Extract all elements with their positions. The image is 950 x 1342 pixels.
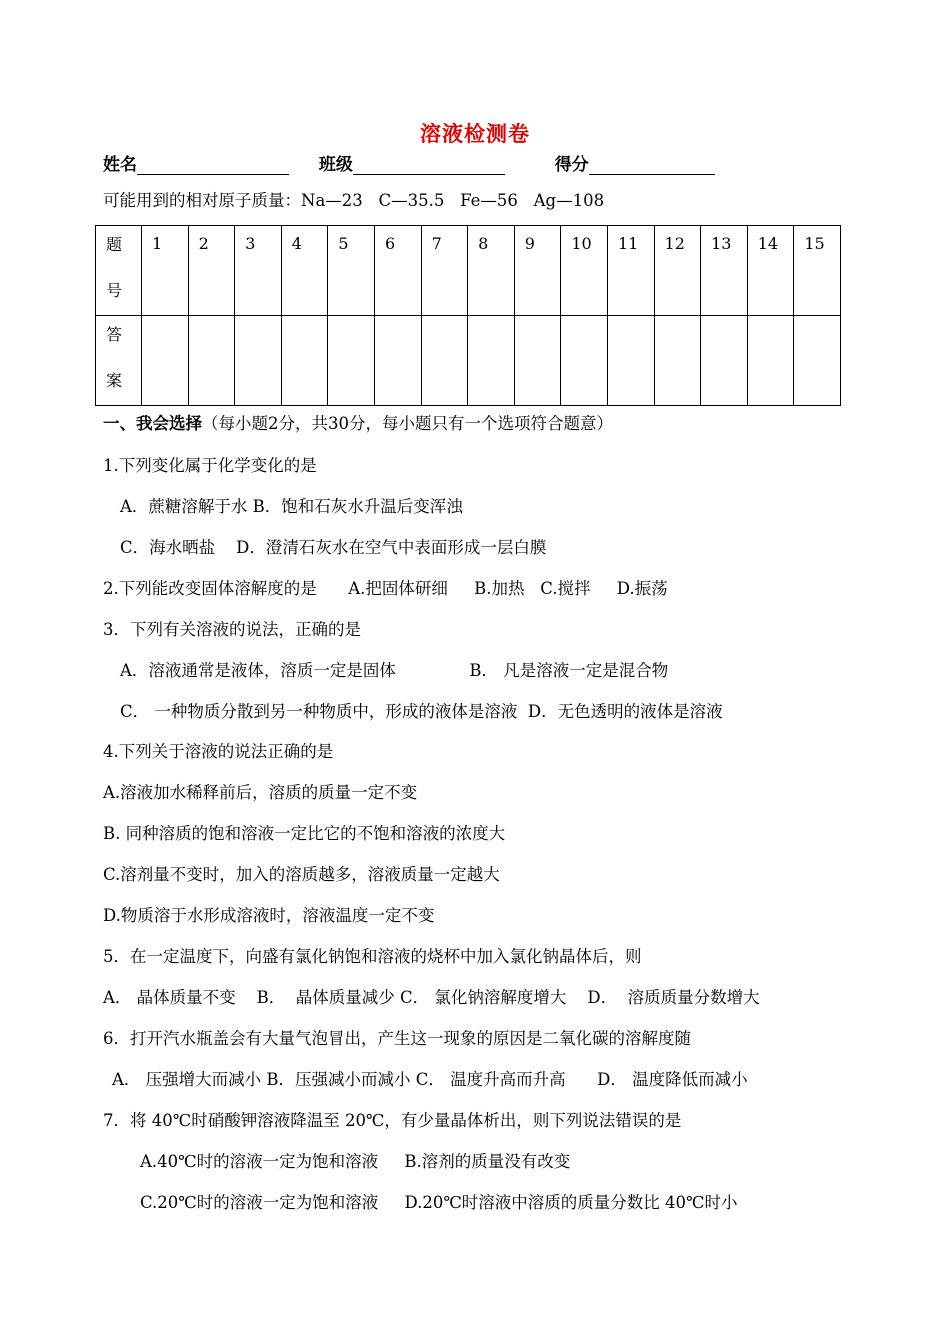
question-4-option-a: A.溶液加水稀释前后，溶质的质量一定不变 — [103, 783, 418, 802]
question-number-cell: 13 — [701, 226, 748, 316]
answer-cell[interactable] — [654, 316, 701, 406]
question-number-cell: 8 — [468, 226, 515, 316]
answer-cell[interactable] — [374, 316, 421, 406]
answer-cell[interactable] — [514, 316, 561, 406]
section1-heading: 一、我会选择 — [103, 414, 202, 433]
score-blank — [589, 156, 715, 175]
class-label: 班级 — [318, 155, 353, 175]
answer-cell[interactable] — [142, 316, 189, 406]
question-6: 6．打开汽水瓶盖会有大量气泡冒出，产生这一现象的原因是二氧化碳的溶解度随 — [103, 1029, 691, 1048]
question-1: 1.下列变化属于化学变化的是 — [103, 456, 317, 475]
answer-cell[interactable] — [747, 316, 794, 406]
name-blank — [137, 156, 289, 175]
question-4-option-c: C.溶剂量不变时，加入的溶质越多，溶液质量一定越大 — [103, 865, 500, 884]
question-4-option-d: D.物质溶于水形成溶液时，溶液温度一定不变 — [103, 906, 435, 925]
question-number-cell: 14 — [747, 226, 794, 316]
name-label: 姓名 — [103, 155, 137, 175]
answer-cell[interactable] — [794, 316, 841, 406]
question-number-cell: 10 — [561, 226, 608, 316]
student-info-row — [103, 150, 715, 175]
question-number-cell: 2 — [188, 226, 235, 316]
question-1-options-cd: C．海水晒盐 D．澄清石灰水在空气中表面形成一层白膜 — [120, 538, 547, 557]
section1-heading-row — [103, 414, 613, 434]
question-number-header-b: 号 — [106, 281, 123, 300]
question-number-cell: 1 — [142, 226, 189, 316]
atomic-mass-note: 可能用到的相对原子质量：Na—23 C—35.5 Fe—56 Ag—108 — [103, 191, 605, 210]
question-1-options-ab: A．蔗糖溶解于水 B．饱和石灰水升温后变浑浊 — [120, 497, 463, 516]
answer-cell[interactable] — [328, 316, 375, 406]
question-number-cell: 9 — [514, 226, 561, 316]
answer-cell[interactable] — [561, 316, 608, 406]
question-number-cell: 4 — [281, 226, 328, 316]
answer-header-b: 案 — [106, 371, 123, 390]
answer-cell[interactable] — [607, 316, 654, 406]
answer-table — [95, 225, 841, 406]
question-number-cell: 12 — [654, 226, 701, 316]
answer-header-a: 答 — [106, 325, 123, 344]
question-number-cell: 15 — [794, 226, 841, 316]
answer-cell[interactable] — [701, 316, 748, 406]
section1-note: （每小题2分，共30分，每小题只有一个选项符合题意） — [202, 414, 613, 433]
question-3: 3．下列有关溶液的说法，正确的是 — [103, 620, 361, 639]
exam-title: 溶液检测卷 — [420, 121, 530, 146]
question-5: 5．在一定温度下，向盛有氯化钠饱和溶液的烧杯中加入氯化钠晶体后，则 — [103, 947, 642, 966]
question-7-options-ab: A.40℃时的溶液一定为饱和溶液 B.溶剂的质量没有改变 — [140, 1152, 571, 1171]
class-blank — [353, 156, 505, 175]
answer-cell[interactable] — [468, 316, 515, 406]
question-number-cell: 5 — [328, 226, 375, 316]
answer-cell[interactable] — [281, 316, 328, 406]
question-number-cell: 3 — [235, 226, 282, 316]
question-3-options-ab: A．溶液通常是液体，溶质一定是固体 B． 凡是溶液一定是混合物 — [120, 661, 669, 680]
question-number-header — [96, 226, 142, 316]
question-2: 2.下列能改变固体溶解度的是 A.把固体研细 B.加热 C.搅拌 D.振荡 — [103, 579, 668, 598]
score-label: 得分 — [554, 155, 589, 175]
answer-header — [96, 316, 142, 406]
question-number-cell: 11 — [607, 226, 654, 316]
answer-row — [96, 316, 841, 406]
answer-cell[interactable] — [421, 316, 468, 406]
answer-cell[interactable] — [235, 316, 282, 406]
question-4-option-b: B. 同种溶质的饱和溶液一定比它的不饱和溶液的浓度大 — [103, 824, 506, 843]
question-6-options: A． 压强增大而减小 B．压强减小而减小 C． 温度升高而升高 D． 温度降低而减小 — [112, 1070, 748, 1089]
answer-cell[interactable] — [188, 316, 235, 406]
question-7: 7．将 40℃时硝酸钾溶液降温至 20℃，有少量晶体析出，则下列说法错误的是 — [103, 1111, 682, 1130]
question-number-row — [96, 226, 841, 316]
question-3-options-cd: C． 一种物质分散到另一种物质中，形成的液体是溶液 D．无色透明的液体是溶液 — [120, 702, 723, 721]
question-number-header-a: 题 — [106, 235, 123, 254]
question-5-options: A． 晶体质量不变 B． 晶体质量减少 C． 氯化钠溶解度增大 D． 溶质质量分数增大 — [103, 988, 760, 1007]
question-7-options-cd: C.20℃时的溶液一定为饱和溶液 D.20℃时溶液中溶质的质量分数比 40℃时小 — [140, 1193, 738, 1212]
question-number-cell: 7 — [421, 226, 468, 316]
question-4: 4.下列关于溶液的说法正确的是 — [103, 742, 334, 761]
question-number-cell: 6 — [374, 226, 421, 316]
